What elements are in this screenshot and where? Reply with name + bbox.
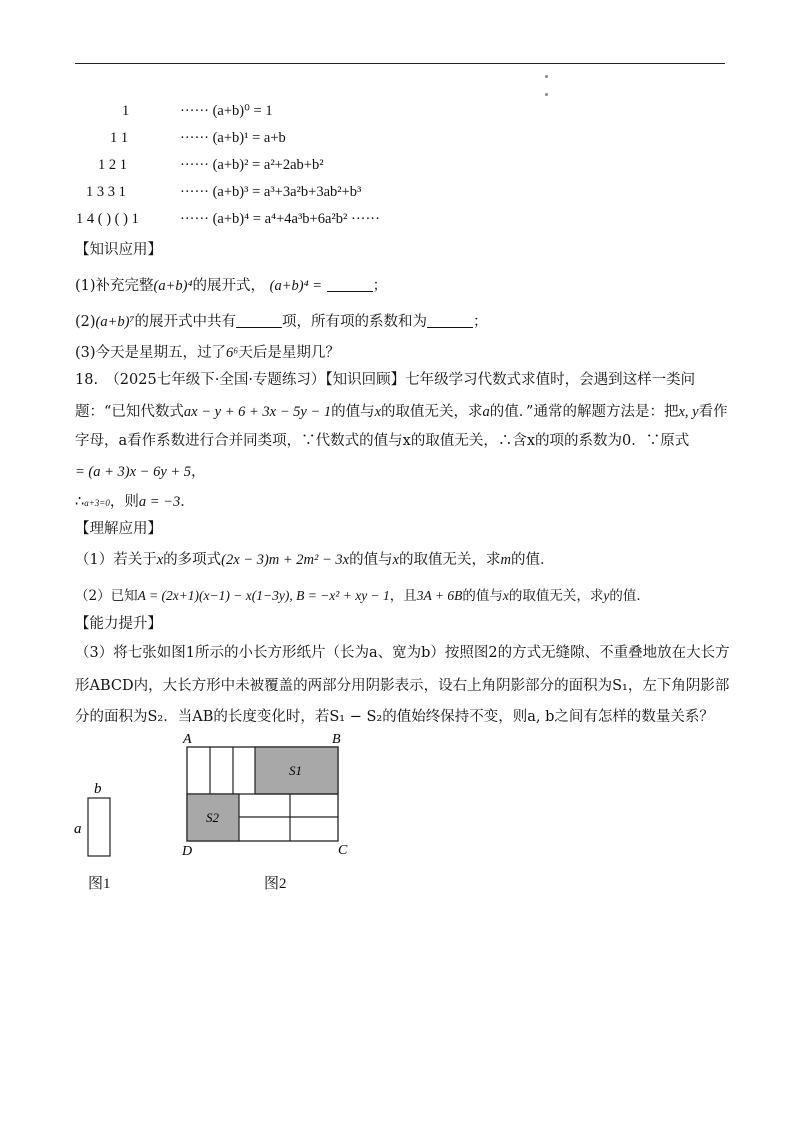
question-3: (3)今天是星期五，过了6⁶天后是星期几？: [75, 345, 340, 361]
vertex-a: A: [183, 732, 192, 747]
sub-question-2: （2）已知A = (2x+1)(x−1) − x(1−3y), B = −x² + xy − 1，且3A + 6B的值与x的取值无关，求y的值．: [75, 588, 650, 604]
figure-2-caption: 图2: [264, 876, 287, 892]
problem-18-line3: 字母，a看作系数进行合并同类项，∵代数式的值与x的取值无关，∴含x的项的系数为0．∵原式: [75, 433, 690, 449]
problem-18-line5: ∴a+3=0，则a = −3．: [75, 494, 195, 510]
question-1: (1)补充完整(a+b)⁴的展开式， (a+b)⁴ = ；: [75, 278, 388, 294]
understanding-heading: 【理解应用】: [75, 521, 162, 537]
sub-question-3-line2: 形ABCD内，大长方形中未被覆盖的两部分用阴影表示，设右上角阴影部分的面积为S₁，左下角阴影部: [75, 678, 730, 694]
triangle-coef-1: 1 1: [110, 130, 129, 146]
triangle-expr-2: ······ (a+b)² = a²+2ab+b²: [180, 157, 324, 173]
label-s2: S2: [206, 810, 219, 825]
decor-dot: [545, 93, 548, 96]
small-rectangle: [88, 798, 110, 856]
figure-1-caption: 图1: [88, 876, 111, 892]
label-s1: S1: [289, 763, 302, 778]
triangle-expr-4: ······ (a+b)⁴ = a⁴+4a³b+6a²b² ······: [180, 211, 380, 227]
triangle-expr-1: ······ (a+b)¹ = a+b: [180, 130, 286, 146]
sub-question-3-line1: （3）将七张如图1所示的小长方形纸片（长为a、宽为b）按照图2的方式无缝隙、不重叠地放在大长方: [75, 645, 730, 661]
vertex-c: C: [338, 843, 348, 856]
answer-blank[interactable]: [327, 277, 373, 292]
vertex-d: D: [182, 844, 193, 856]
header-rule: [75, 63, 725, 64]
section-heading: 【知识应用】: [75, 242, 162, 258]
label-a: a: [74, 821, 82, 837]
ability-heading: 【能力提升】: [75, 616, 162, 632]
triangle-coef-4: 1 4 ( ) ( ) 1: [76, 211, 139, 227]
triangle-coef-2: 1 2 1: [98, 157, 127, 173]
answer-blank[interactable]: [427, 313, 473, 328]
decor-dot: [545, 75, 548, 78]
triangle-coef-3: 1 3 3 1: [86, 184, 126, 200]
problem-18-line1: 18. （2025七年级下·全国·专题练习）【知识回顾】七年级学习代数式求值时，会遇到这样一类问: [75, 372, 696, 388]
sub-question-3-line3: 分的面积为S₂．当AB的长度变化时，若S₁ − S₂的值始终保持不变，则a, b之间有怎样的数量关系？: [75, 709, 714, 725]
figure-2: [178, 726, 358, 856]
figure-1: [70, 780, 130, 860]
vertex-b: B: [332, 732, 341, 747]
answer-blank[interactable]: [236, 313, 282, 328]
triangle-expr-0: ······ (a+b)⁰ = 1: [180, 103, 273, 119]
problem-18-line4: = (a + 3)x − 6y + 5，: [75, 464, 206, 480]
triangle-expr-3: ······ (a+b)³ = a³+3a²b+3ab²+b³: [180, 184, 362, 200]
label-b: b: [94, 781, 102, 797]
problem-18-line2: 题：“已知代数式ax − y + 6 + 3x − 5y − 1的值与x的取值无关，求a的值．”通常的解题方法是：把x, y看作: [75, 404, 728, 420]
triangle-coef-0: 1: [122, 103, 130, 119]
sub-question-1: （1）若关于x的多项式(2x − 3)m + 2m² − 3x的值与x的取值无关，求m的值．: [75, 552, 555, 568]
question-2: (2)(a+b)⁷的展开式中共有 项，所有项的系数和为 ；: [75, 314, 488, 330]
